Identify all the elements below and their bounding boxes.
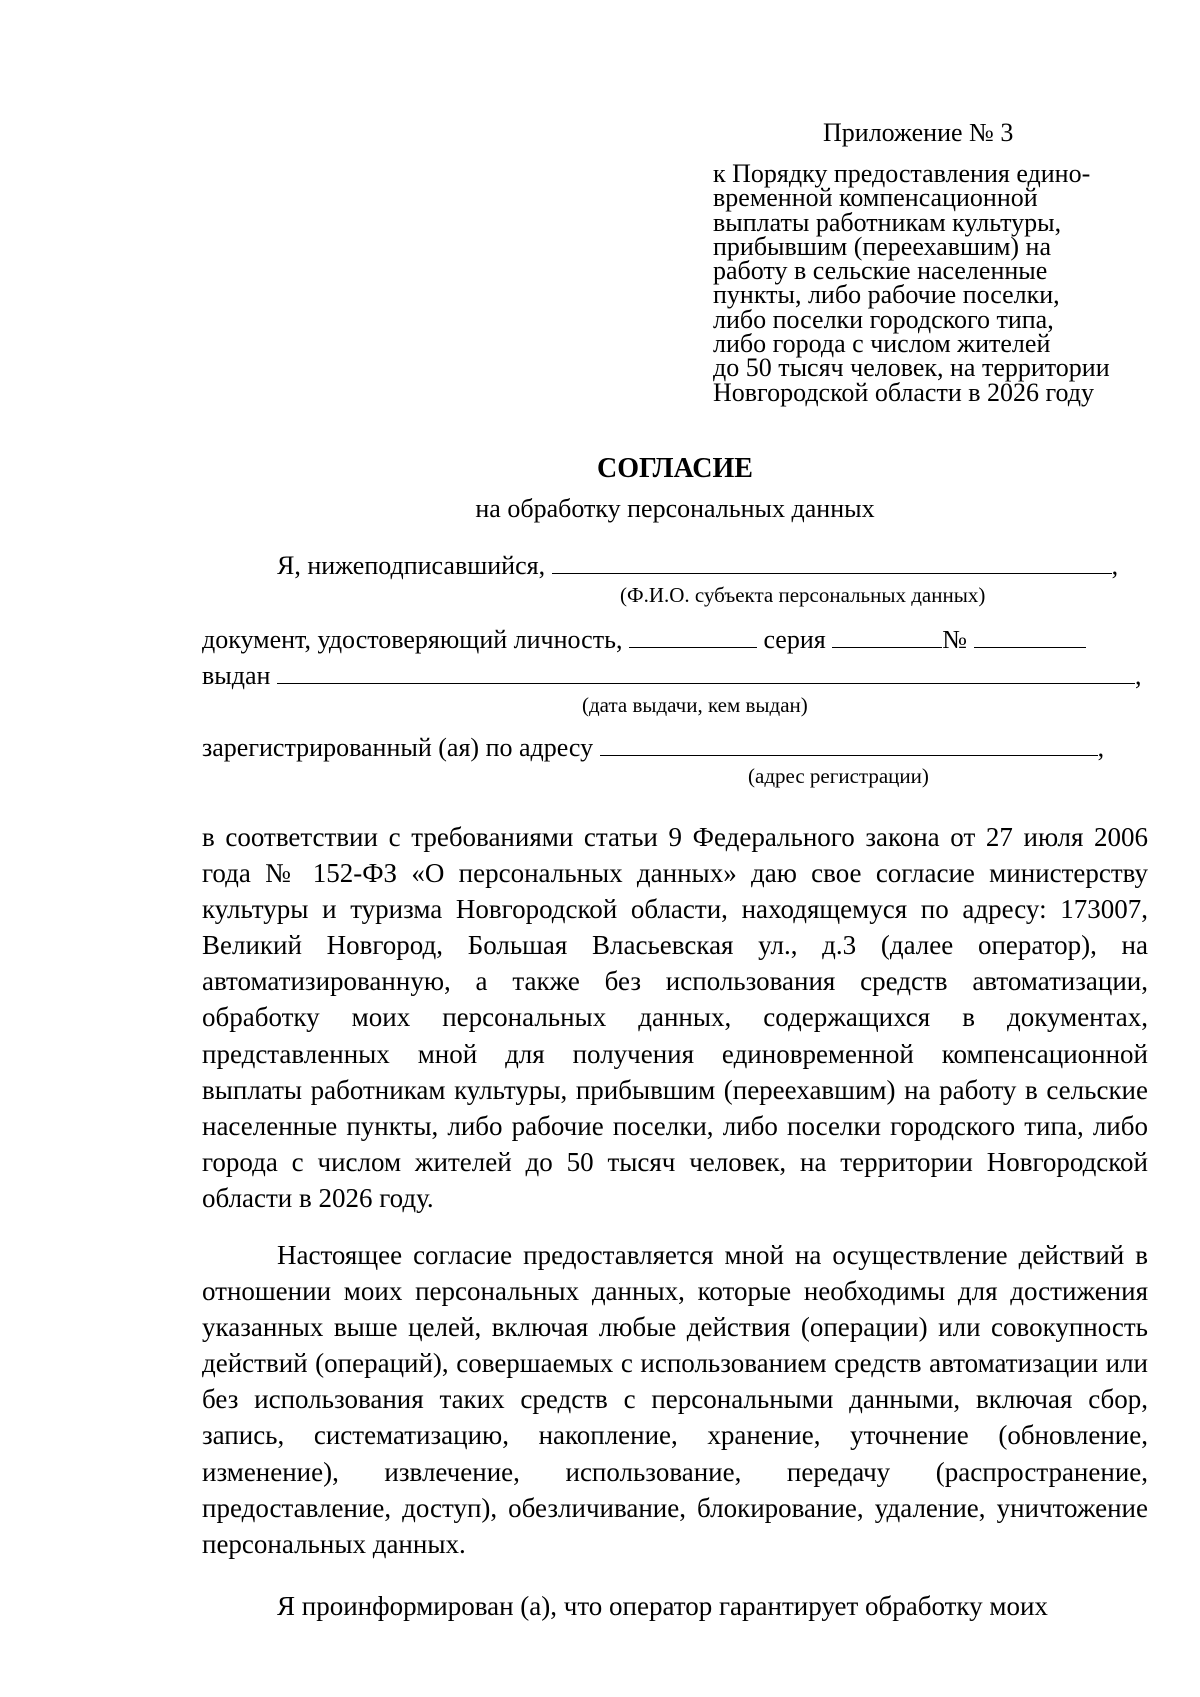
appendix-title: Приложение № 3	[823, 118, 1014, 147]
appendix-line: либо поселки городского типа,	[713, 304, 1054, 334]
name-field[interactable]	[552, 551, 1112, 574]
appendix-line: выплаты работникам культуры,	[713, 207, 1062, 237]
issued-caption: (дата выдачи, кем выдан)	[582, 693, 808, 717]
issued-field[interactable]	[277, 661, 1135, 684]
name-row	[277, 551, 1118, 581]
appendix-line: работу в сельские населенные	[713, 256, 1048, 286]
consent-paragraph: в соответствии с требованиями статьи 9 Федерального закона от 27 июля 2006 года № 152-ФЗ «О персональных данных» даю свое согласие министерству культуры и туризма Новгородской области, находящемуся по адресу: 173007, Великий Новгород, Большая Власьевская ул., д.3 (далее оператор), на автоматизированную, а также без использования средств автоматизации, обработку моих персональных данных, содержащихся в документах, представленных мной для получения единовременной компенсационной выплаты работникам культуры, прибывшим (переехавшим) на работу в сельские населенные пункты, либо рабочие поселки, либо поселки городского типа, либо города с числом жителей до 50 тысяч человек, на территории Новгородской области в 2026 году.	[202, 822, 1148, 1213]
id-document-label: документ, удостоверяющий личность,	[202, 625, 623, 654]
actions-paragraph: Настоящее согласие предоставляется мной на осуществление действий в отношении моих персональных данных, которые необходимы для достижения указанных выше целей, включая любые действия (операции) или совокупность действий (операций), совершаемых с использованием средств автоматизации или без использования таких средств с персональными данными, включая сбор, запись, систематизацию, накопление, хранение, уточнение (обновление, изменение), извлечение, использование, передачу (распространение, предоставление, доступ), обезличивание, блокирование, удаление, уничтожение персональных данных.	[202, 1240, 1148, 1559]
appendix-line: либо города с числом жителей	[713, 329, 1051, 359]
appendix-line: прибывшим (переехавшим) на	[713, 231, 1052, 261]
series-label: серия	[763, 625, 826, 654]
comma: ,	[1111, 551, 1119, 580]
address-label: зарегистрированный (ая) по адресу	[202, 733, 594, 762]
guarantee-paragraph: Я проинформирован (а), что оператор гарантирует обработку моих	[277, 1591, 1048, 1621]
appendix-line: до 50 тысяч человек, на территории	[713, 353, 1110, 383]
name-label: Я, нижеподписавшийся,	[277, 551, 546, 580]
number-label: №	[942, 625, 968, 654]
issued-label: выдан	[202, 661, 271, 690]
comma: ,	[1134, 661, 1142, 690]
id-document-row	[202, 625, 1086, 655]
appendix-reference	[713, 159, 1110, 407]
appendix-line: пункты, либо рабочие поселки,	[713, 280, 1060, 310]
appendix-line: к Порядку предоставления едино-	[713, 159, 1091, 188]
number-field[interactable]	[974, 625, 1086, 648]
issued-row	[202, 661, 1141, 691]
name-caption: (Ф.И.О. субъекта персональных данных)	[620, 583, 986, 607]
address-field[interactable]	[600, 733, 1098, 756]
document-title: СОГЛАСИЕ	[597, 453, 753, 484]
appendix-line: Новгородской области в 2026 году	[713, 377, 1094, 407]
series-field[interactable]	[832, 625, 942, 648]
address-row	[202, 733, 1104, 763]
appendix-line: временной компенсационной	[713, 183, 1038, 213]
id-document-field[interactable]	[629, 625, 757, 648]
address-caption: (адрес регистрации)	[748, 764, 929, 788]
comma: ,	[1097, 733, 1105, 762]
document-subtitle: на обработку персональных данных	[475, 494, 875, 523]
